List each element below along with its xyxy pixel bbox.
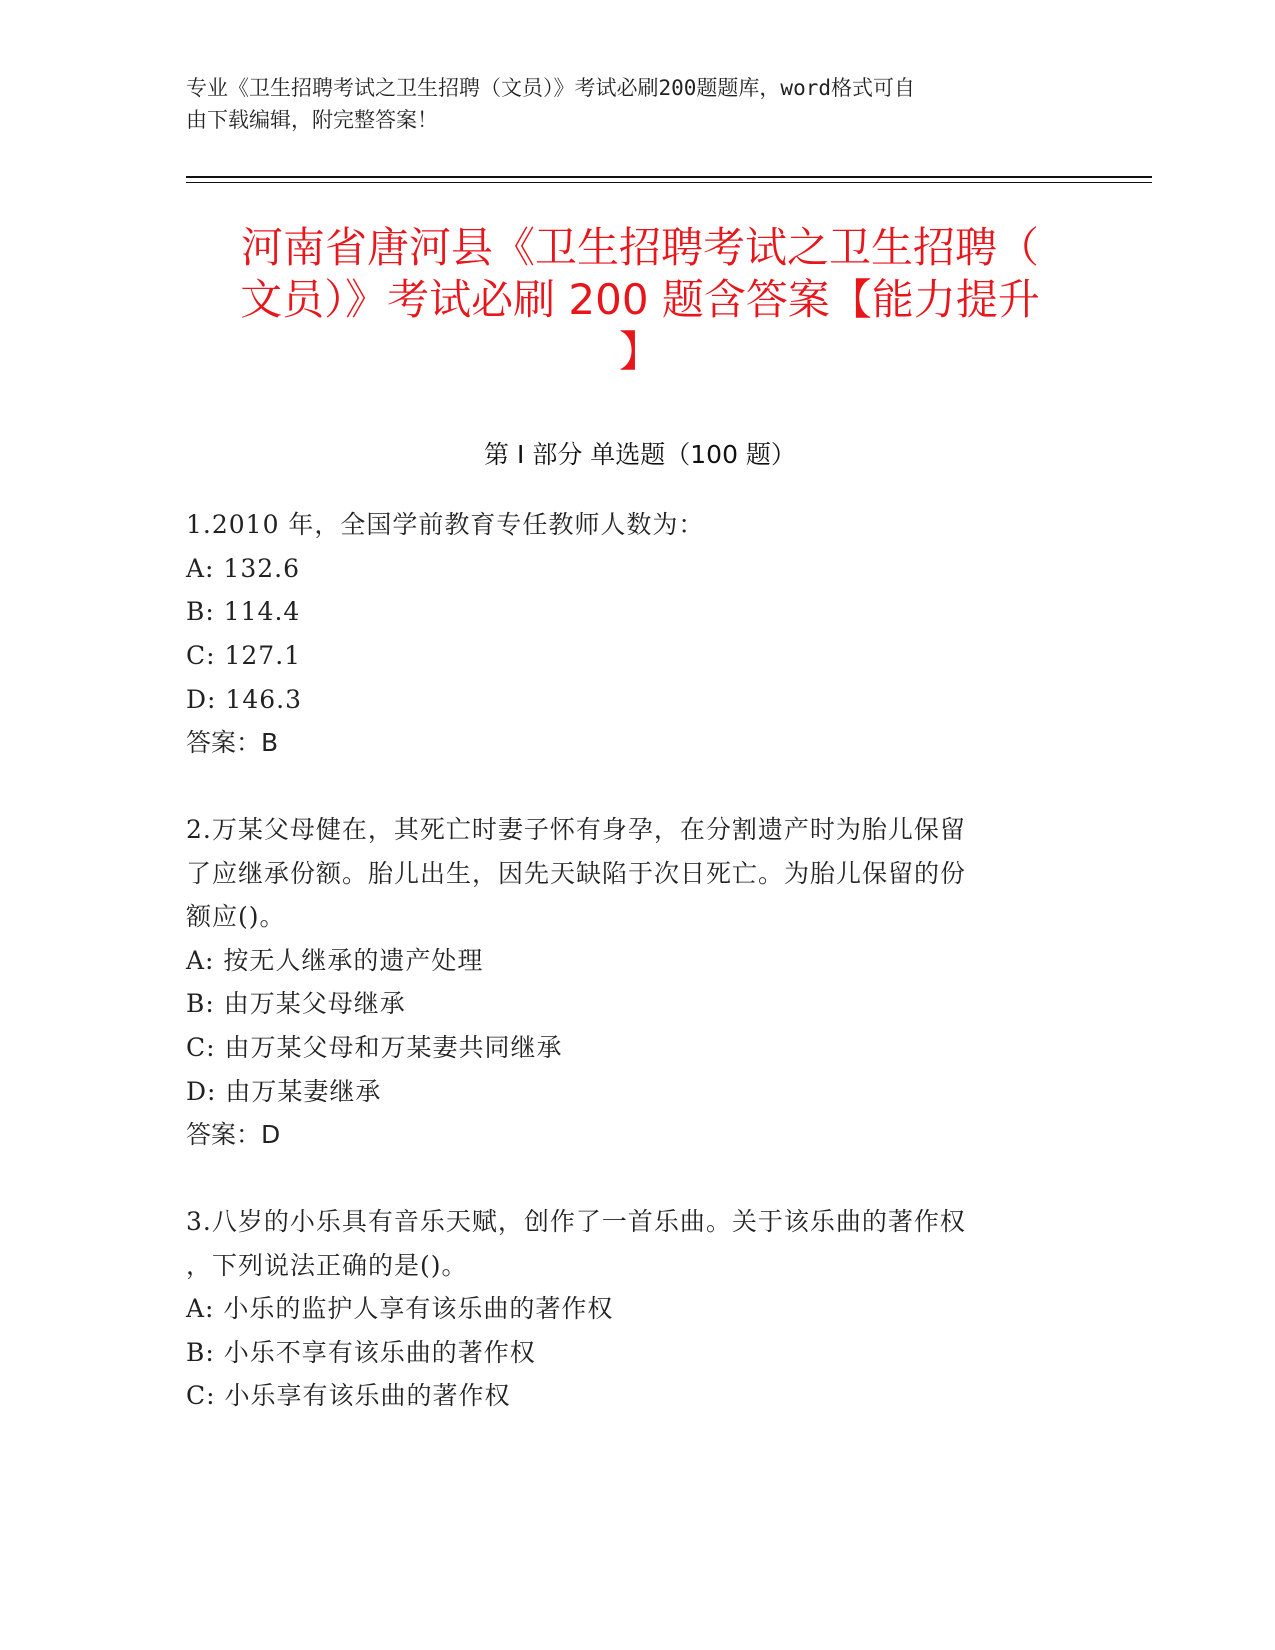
question-1-answer: 答案：B — [186, 728, 279, 757]
question-3-option-c: C: 小乐享有该乐曲的著作权 — [186, 1381, 511, 1410]
document-title-line-2: 文员）》考试必刷 200 题含答案【能力提升 — [240, 275, 1040, 324]
question-1-option-a: A: 132.6 — [186, 554, 300, 583]
question-3-option-b: B: 小乐不享有该乐曲的著作权 — [186, 1338, 536, 1367]
header-note-line-1: 专业《卫生招聘考试之卫生招聘（文员）》考试必刷200题题库，word格式可自 — [186, 76, 915, 100]
question-2-option-d: D: 由万某妻继承 — [186, 1077, 382, 1106]
question-2-text-line-3: 额应()。 — [186, 902, 286, 931]
question-3-text-line-2: ，下列说法正确的是()。 — [186, 1251, 468, 1280]
question-2-option-b: B: 由万某父母继承 — [186, 989, 406, 1018]
document-title — [186, 222, 1094, 378]
question-1-text: 1.2010 年，全国学前教育专任教师人数为： — [186, 510, 705, 539]
document-title-line-1: 河南省唐河县《卫生招聘考试之卫生招聘（ — [240, 223, 1039, 272]
question-3-option-a: A: 小乐的监护人享有该乐曲的著作权 — [186, 1294, 614, 1323]
question-1-option-b: B: 114.4 — [186, 597, 301, 626]
section-heading: 第 I 部分 单选题（100 题） — [484, 440, 796, 469]
question-2-option-a: A: 按无人继承的遗产处理 — [186, 946, 484, 975]
question-1-option-c: C: 127.1 — [186, 641, 302, 670]
question-2-option-c: C: 由万某父母和万某妻共同继承 — [186, 1033, 563, 1062]
header-rule-thin — [186, 182, 1152, 183]
question-1-option-d: D: 146.3 — [186, 685, 302, 714]
header-rule-thick — [186, 176, 1152, 178]
header-note — [186, 72, 1066, 136]
question-2-text-line-2: 了应继承份额。胎儿出生，因先天缺陷于次日死亡。为胎儿保留的份 — [186, 859, 967, 888]
document-title-line-3: 】 — [618, 327, 661, 376]
header-note-line-2: 由下载编辑，附完整答案！ — [186, 108, 438, 132]
question-2-text-line-1: 2.万某父母健在，其死亡时妻子怀有身孕，在分割遗产时为胎儿保留 — [186, 815, 966, 844]
question-3-text-line-1: 3.八岁的小乐具有音乐天赋，创作了一首乐曲。关于该乐曲的著作权 — [186, 1207, 966, 1236]
question-2-answer: 答案：D — [186, 1120, 281, 1149]
